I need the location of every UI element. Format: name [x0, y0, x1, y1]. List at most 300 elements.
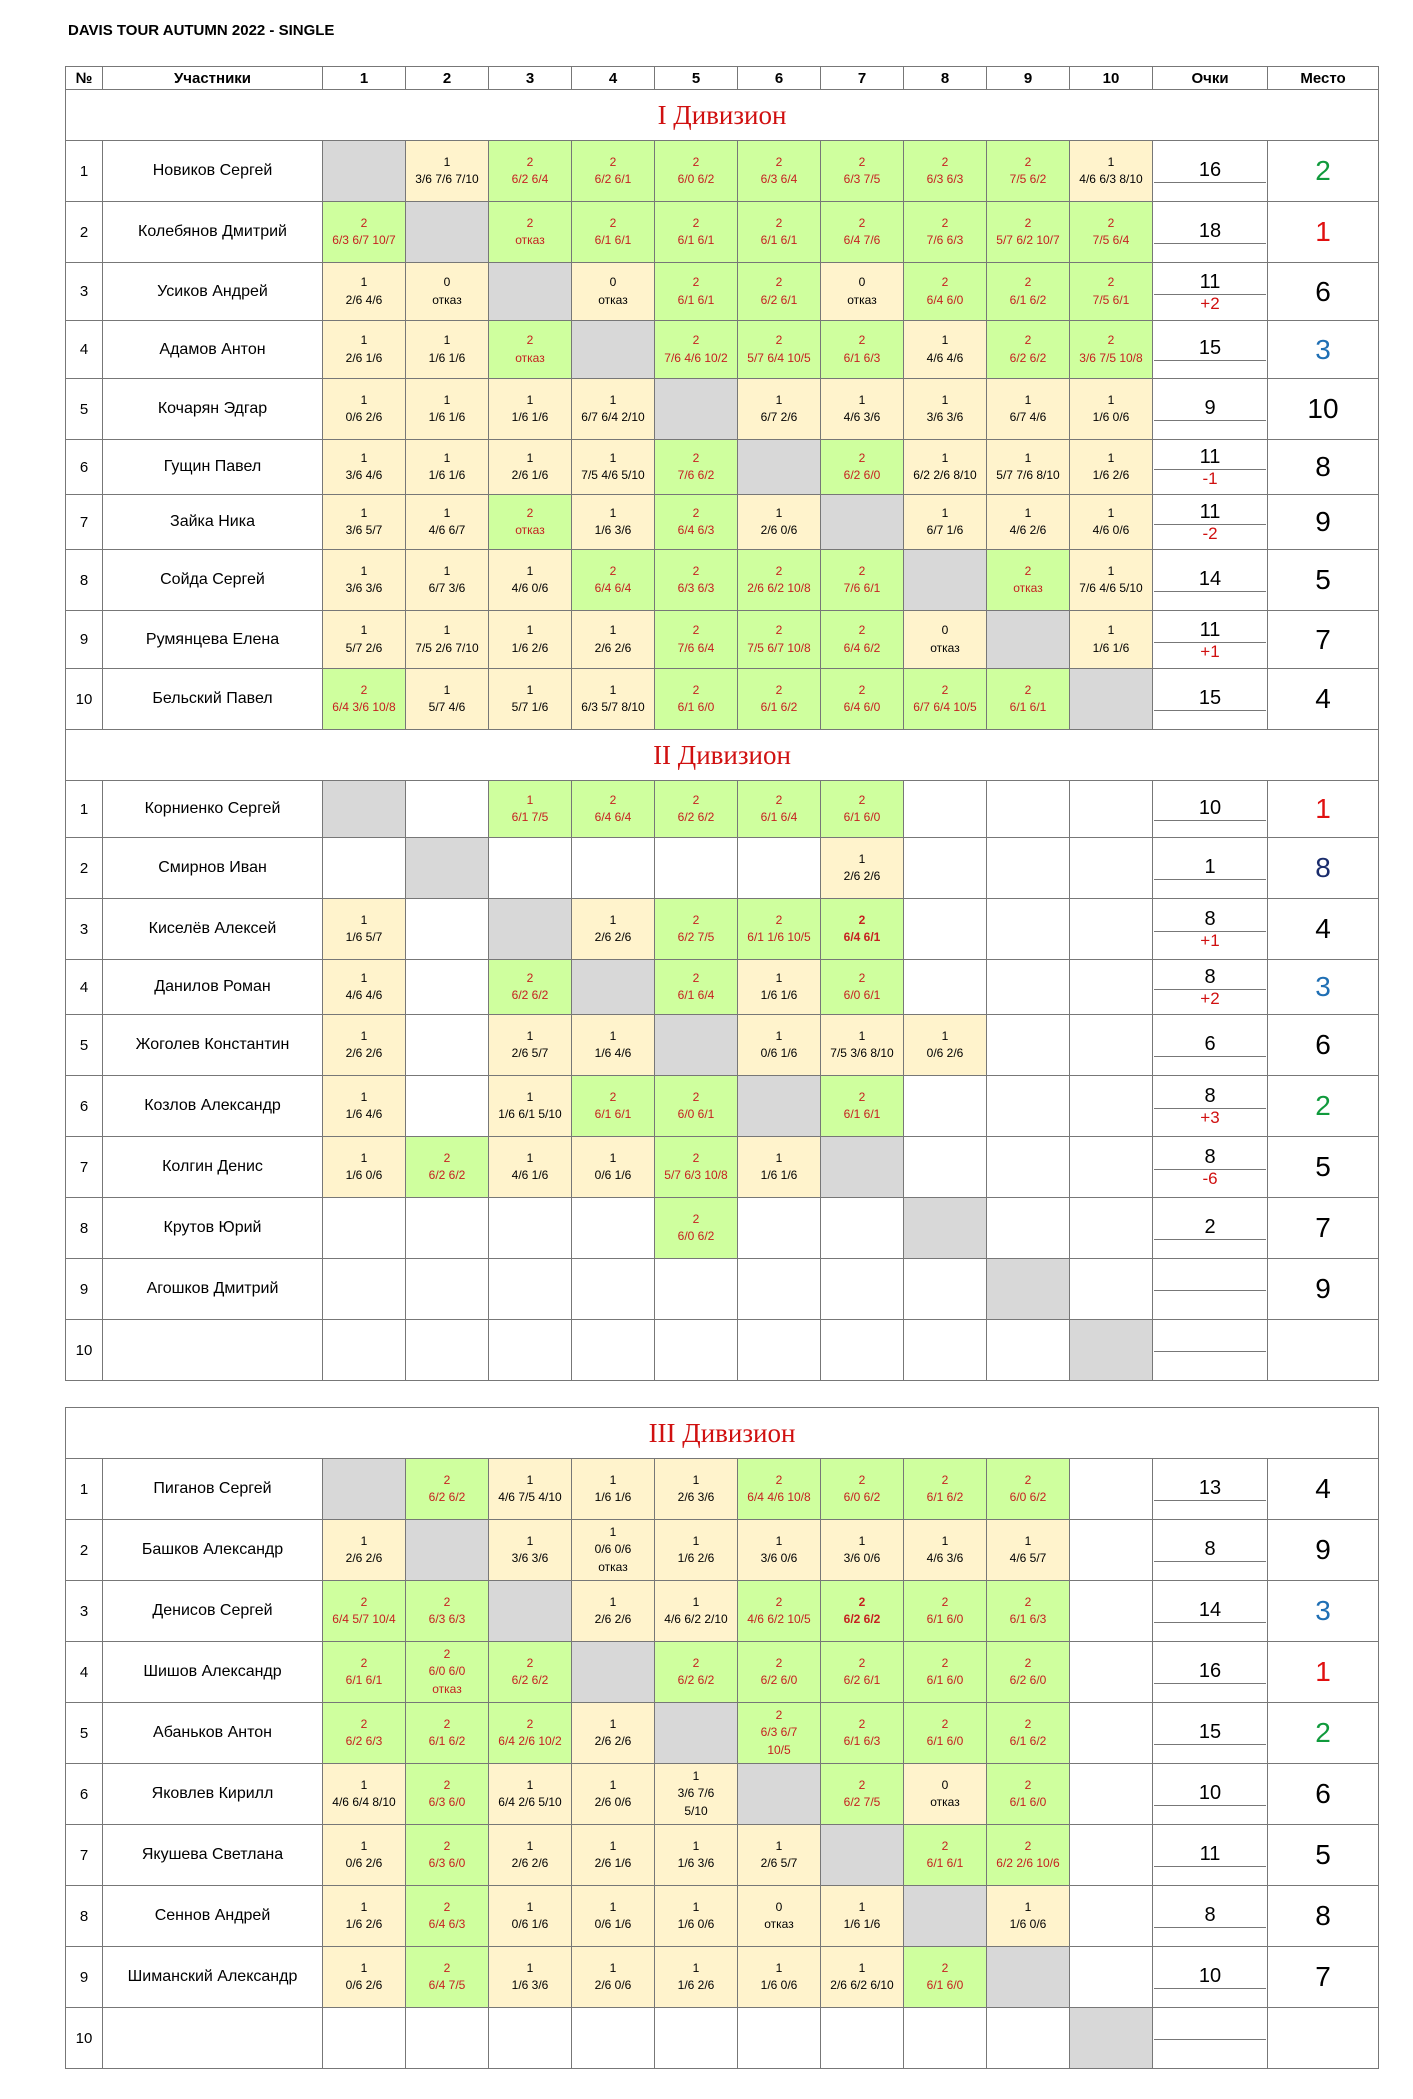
match-score: 6/7 6/4 2/10: [581, 410, 645, 424]
match-points: 2: [526, 1655, 534, 1670]
match-cell: [821, 960, 904, 1015]
player-row: [66, 1825, 1379, 1886]
match-cell: [987, 440, 1070, 495]
match-points: 1: [609, 912, 617, 927]
match-cell: [323, 440, 406, 495]
empty-match-cell: [1070, 1015, 1153, 1076]
player-number: 3: [66, 899, 103, 960]
player-name: Денисов Сергей: [103, 1581, 323, 1642]
match-cell: [821, 1642, 904, 1703]
match-points: 2: [609, 792, 617, 807]
match-cell: [406, 440, 489, 495]
points-box: [1153, 620, 1267, 660]
points-box: [1153, 272, 1267, 312]
match-points: 2: [443, 1838, 451, 1853]
match-points: 1: [609, 450, 617, 465]
player-row: [66, 1764, 1379, 1825]
empty-match-cell: [904, 1259, 987, 1320]
match-cell: [655, 1137, 738, 1198]
player-number: 9: [66, 1947, 103, 2008]
match-cell: [821, 550, 904, 611]
match-score: 6/4 6/4: [594, 581, 632, 595]
match-cell: [987, 1520, 1070, 1581]
points-value: 11: [1154, 502, 1266, 525]
match-cell: [738, 202, 821, 263]
match-score: 6/1 6/0: [926, 1978, 964, 1992]
points-box: [1153, 1966, 1267, 1989]
match-cell: [572, 899, 655, 960]
match-score: 7/5 2/6 7/10: [415, 640, 479, 655]
match-cell: [738, 960, 821, 1015]
empty-match-cell: [489, 2008, 572, 2069]
points-box: [1153, 1086, 1267, 1126]
match-points: 2: [858, 450, 866, 465]
match-score: 3/6 7/6: [677, 1786, 715, 1801]
match-score: 1/6 0/6: [1092, 410, 1130, 424]
empty-match-cell: [904, 1076, 987, 1137]
player-number: 5: [66, 1703, 103, 1764]
header-cell: 2: [406, 67, 489, 90]
diagonal-cell: [738, 440, 821, 495]
diagonal-cell: [572, 1642, 655, 1703]
points-box: [1153, 1217, 1267, 1240]
points-cell: [1153, 1520, 1268, 1581]
match-score: отказ: [930, 640, 960, 655]
match-score: отказ: [515, 233, 545, 247]
empty-match-cell: [987, 838, 1070, 899]
match-points: 2: [692, 275, 700, 290]
match-score: 7/5 4/6 5/10: [581, 468, 645, 482]
match-points: 1: [526, 1472, 534, 1487]
match-cell: [655, 1459, 738, 1520]
match-points: 1: [526, 623, 534, 638]
player-name: Якушева Светлана: [103, 1825, 323, 1886]
match-cell: [572, 550, 655, 611]
match-cell: [821, 1764, 904, 1825]
match-score: 3/6 3/6: [345, 581, 383, 595]
match-cell: [655, 1764, 738, 1825]
match-points: 1: [609, 623, 617, 638]
match-score: 6/1 6/2: [1009, 292, 1047, 307]
diagonal-cell: [655, 379, 738, 440]
empty-match-cell: [489, 1259, 572, 1320]
match-points: 1: [858, 1899, 866, 1914]
match-points: 1: [360, 450, 368, 465]
match-cell: [738, 1137, 821, 1198]
points-cell: [1153, 1076, 1268, 1137]
match-points: 1: [609, 1524, 617, 1539]
place-value: [1268, 2008, 1379, 2069]
match-score: отказ: [598, 292, 628, 307]
match-cell: [738, 1947, 821, 2008]
points-value: 15: [1154, 1722, 1266, 1745]
match-points: 1: [1024, 392, 1032, 407]
empty-match-cell: [904, 838, 987, 899]
match-cell: [572, 263, 655, 321]
player-row: [66, 379, 1379, 440]
points-box: [1153, 1600, 1267, 1623]
match-score: 1/6 1/6: [1092, 640, 1130, 655]
match-score: 6/1 6/2: [926, 1490, 964, 1504]
place-value: 5: [1268, 550, 1379, 611]
match-points: 1: [526, 1777, 534, 1792]
empty-match-cell: [572, 1320, 655, 1381]
header-cell: 7: [821, 67, 904, 90]
match-points: 1: [526, 1838, 534, 1853]
match-score: 6/2 6/2: [511, 1673, 549, 1687]
match-points: 2: [941, 1960, 949, 1975]
division-header: [66, 90, 1379, 141]
division-header: [66, 1408, 1379, 1459]
points-value: 8: [1154, 1147, 1266, 1170]
division-title: II Дивизион: [66, 730, 1379, 781]
points-value: 9: [1154, 398, 1266, 421]
match-cell: [323, 1825, 406, 1886]
match-cell: [406, 1642, 489, 1703]
match-score: 3/6 3/6: [926, 410, 964, 424]
place-value: 7: [1268, 1947, 1379, 2008]
points-box: [1153, 569, 1267, 592]
player-name: Сойда Сергей: [103, 550, 323, 611]
match-cell: [572, 440, 655, 495]
match-cell: [821, 669, 904, 730]
match-cell: [489, 1825, 572, 1886]
match-score: 2/6 0/6: [594, 1978, 632, 1992]
match-cell: [987, 263, 1070, 321]
empty-match-cell: [323, 838, 406, 899]
match-points: 1: [609, 1716, 617, 1731]
points-cell: [1153, 1459, 1268, 1520]
place-value: 4: [1268, 1459, 1379, 1520]
match-cell: [489, 321, 572, 379]
empty-match-cell: [323, 2008, 406, 2069]
match-score: 4/6 1/6: [511, 1168, 549, 1182]
match-score: 6/1 6/0: [926, 1734, 964, 1748]
match-score: 5/7 6/2 10/7: [996, 233, 1060, 247]
match-cell: [821, 611, 904, 669]
header-cell: 5: [655, 67, 738, 90]
match-points: 1: [526, 682, 534, 697]
match-score: отказ: [515, 523, 545, 537]
match-score: отказ: [515, 350, 545, 365]
match-score: 6/2 6/2: [511, 988, 549, 1002]
match-score: 3/6 7/5 10/8: [1079, 350, 1143, 365]
points-value: 10: [1154, 798, 1266, 821]
match-points: 2: [609, 154, 617, 169]
match-extra: 5/10: [684, 1803, 708, 1818]
match-cell: [655, 1886, 738, 1947]
match-score: 3/6 0/6: [760, 1551, 798, 1565]
match-cell: [323, 1642, 406, 1703]
points-box: [1153, 1349, 1267, 1352]
match-cell: [1070, 550, 1153, 611]
match-cell: [821, 1703, 904, 1764]
match-score: 1/6 2/6: [345, 1917, 383, 1931]
empty-match-cell: [1070, 1764, 1153, 1825]
match-cell: [489, 1642, 572, 1703]
match-points: 2: [692, 333, 700, 348]
match-cell: [1070, 263, 1153, 321]
empty-match-cell: [572, 1259, 655, 1320]
match-points: 2: [1024, 154, 1032, 169]
match-cell: [572, 1015, 655, 1076]
empty-match-cell: [1070, 1520, 1153, 1581]
match-score: 7/5 6/7 10/8: [747, 640, 811, 655]
match-points: 2: [775, 333, 783, 348]
player-row: [66, 669, 1379, 730]
match-cell: [987, 1825, 1070, 1886]
match-points: 2: [775, 563, 783, 578]
player-number: 4: [66, 1642, 103, 1703]
empty-match-cell: [406, 1198, 489, 1259]
match-cell: [904, 1703, 987, 1764]
points-box: [1153, 1034, 1267, 1057]
empty-match-cell: [1070, 1076, 1153, 1137]
match-points: 1: [692, 1533, 700, 1548]
empty-match-cell: [655, 2008, 738, 2069]
place-value: 1: [1268, 202, 1379, 263]
match-cell: [821, 1076, 904, 1137]
match-score: 1/6 0/6: [760, 1978, 798, 1992]
match-cell: [489, 1137, 572, 1198]
points-value: 11: [1154, 272, 1266, 295]
match-score: 4/6 6/2 10/5: [747, 1612, 811, 1626]
empty-match-cell: [1070, 1886, 1153, 1947]
match-points: 1: [941, 1533, 949, 1548]
match-points: 1: [1024, 1533, 1032, 1548]
player-name: Сеннов Андрей: [103, 1886, 323, 1947]
match-cell: [655, 141, 738, 202]
bonus-value: +3: [1200, 1108, 1220, 1127]
empty-match-cell: [1070, 1137, 1153, 1198]
points-box: [1153, 1844, 1267, 1867]
match-cell: [323, 1137, 406, 1198]
match-points: 1: [443, 623, 451, 638]
points-box: [1153, 1722, 1267, 1745]
match-score: 0/6 1/6: [511, 1917, 549, 1931]
match-points: 2: [775, 1655, 783, 1670]
points-box: [1153, 857, 1267, 880]
match-cell: [489, 202, 572, 263]
player-number: 6: [66, 1764, 103, 1825]
match-cell: [489, 1947, 572, 2008]
match-score: 7/5 6/1: [1092, 292, 1130, 307]
diagonal-cell: [489, 1581, 572, 1642]
empty-match-cell: [904, 1137, 987, 1198]
empty-match-cell: [323, 1198, 406, 1259]
match-extra: отказ: [432, 1681, 462, 1696]
points-cell: [1153, 1320, 1268, 1381]
match-score: 6/1 6/0: [677, 700, 715, 714]
match-points: 1: [775, 1960, 783, 1975]
match-score: 6/1 6/4: [677, 988, 715, 1002]
match-points: 2: [941, 1716, 949, 1731]
points-box: [1153, 1147, 1267, 1187]
match-score: 2/6 1/6: [511, 468, 549, 482]
match-score: 0/6 0/6: [594, 1542, 632, 1557]
empty-match-cell: [987, 1320, 1070, 1381]
player-name: [103, 2008, 323, 2069]
player-number: 3: [66, 263, 103, 321]
match-points: 1: [526, 1089, 534, 1104]
match-cell: [1070, 495, 1153, 550]
match-points: 2: [526, 505, 534, 520]
match-points: 1: [360, 970, 368, 985]
header-cell: 4: [572, 67, 655, 90]
match-cell: [987, 669, 1070, 730]
place-value: 5: [1268, 1137, 1379, 1198]
match-score: 0/6 1/6: [594, 1917, 632, 1931]
match-score: 2/6 6/2 6/10: [830, 1978, 894, 1992]
match-points: 1: [858, 1533, 866, 1548]
player-name: Усиков Андрей: [103, 263, 323, 321]
match-cell: [821, 263, 904, 321]
player-name: Агошков Дмитрий: [103, 1259, 323, 1320]
empty-match-cell: [821, 1198, 904, 1259]
player-number: 5: [66, 1015, 103, 1076]
match-cell: [1070, 202, 1153, 263]
points-value: 11: [1154, 620, 1266, 643]
diagonal-cell: [406, 202, 489, 263]
empty-match-cell: [987, 1015, 1070, 1076]
match-cell: [406, 1947, 489, 2008]
match-score: 3/6 7/6 7/10: [415, 172, 479, 186]
match-cell: [655, 263, 738, 321]
match-cell: [323, 321, 406, 379]
match-cell: [489, 440, 572, 495]
match-cell: [904, 669, 987, 730]
match-points: 2: [858, 1472, 866, 1487]
match-points: 2: [941, 215, 949, 230]
match-score: 2/6 2/6: [345, 1551, 383, 1565]
match-cell: [987, 1642, 1070, 1703]
match-cell: [572, 1581, 655, 1642]
match-cell: [821, 1520, 904, 1581]
match-cell: [572, 1825, 655, 1886]
points-cell: [1153, 141, 1268, 202]
match-points: 1: [443, 392, 451, 407]
match-cell: [406, 263, 489, 321]
match-cell: [489, 611, 572, 669]
match-cell: [738, 379, 821, 440]
place-value: 3: [1268, 1581, 1379, 1642]
place-value: 6: [1268, 263, 1379, 321]
match-score: 2/6 3/6: [677, 1490, 715, 1504]
match-points: 2: [1107, 215, 1115, 230]
player-row: [66, 1703, 1379, 1764]
match-score: 6/4 7/6: [843, 233, 881, 247]
match-score: 7/5 6/4: [1092, 233, 1130, 247]
bonus-value: +2: [1200, 989, 1220, 1008]
empty-match-cell: [821, 1259, 904, 1320]
points-box: [1153, 502, 1267, 542]
match-cell: [406, 379, 489, 440]
match-score: 3/6 0/6: [843, 1551, 881, 1565]
match-points: 1: [1024, 1899, 1032, 1914]
match-cell: [323, 1764, 406, 1825]
match-points: 1: [609, 682, 617, 697]
player-name: [103, 1320, 323, 1381]
empty-match-cell: [904, 899, 987, 960]
match-points: 2: [858, 1594, 866, 1609]
match-score: 1/6 1/6: [843, 1917, 881, 1931]
match-points: 2: [941, 682, 949, 697]
match-score: 6/1 6/3: [843, 1734, 881, 1748]
player-row: [66, 960, 1379, 1015]
match-score: 6/4 5/7 10/4: [332, 1612, 396, 1626]
match-score: 6/1 6/3: [1009, 1612, 1047, 1626]
match-score: 4/6 4/6: [926, 350, 964, 365]
diagonal-cell: [572, 321, 655, 379]
match-points: 2: [692, 912, 700, 927]
standings-table-1-2: [65, 66, 1379, 1381]
match-points: 1: [526, 563, 534, 578]
match-cell: [821, 440, 904, 495]
match-score: отказ: [764, 1917, 794, 1931]
match-score: 5/7 6/3 10/8: [664, 1168, 728, 1182]
match-points: 2: [941, 275, 949, 290]
points-value: 8: [1154, 967, 1266, 990]
match-cell: [323, 1886, 406, 1947]
empty-match-cell: [1070, 899, 1153, 960]
match-points: 1: [360, 623, 368, 638]
match-cell: [738, 1015, 821, 1076]
points-value: 16: [1154, 160, 1266, 183]
match-cell: [572, 1459, 655, 1520]
player-name: Смирнов Иван: [103, 838, 323, 899]
empty-match-cell: [904, 2008, 987, 2069]
match-cell: [655, 1581, 738, 1642]
player-name: Шишов Александр: [103, 1642, 323, 1703]
match-cell: [821, 1459, 904, 1520]
match-score: 6/1 6/4: [760, 810, 798, 824]
player-number: 3: [66, 1581, 103, 1642]
match-score: 0/6 2/6: [926, 1046, 964, 1060]
match-score: 6/2 6/2: [428, 1490, 466, 1504]
match-cell: [738, 550, 821, 611]
empty-match-cell: [987, 1137, 1070, 1198]
match-cell: [821, 379, 904, 440]
match-cell: [323, 379, 406, 440]
match-cell: [572, 1947, 655, 2008]
match-cell: [572, 141, 655, 202]
points-box: [1153, 2037, 1267, 2040]
match-cell: [655, 611, 738, 669]
match-points: 1: [443, 333, 451, 348]
match-score: 6/0 6/0: [428, 1664, 466, 1679]
empty-match-cell: [1070, 1259, 1153, 1320]
match-cell: [406, 1886, 489, 1947]
match-cell: [904, 1825, 987, 1886]
bonus-value: +1: [1200, 931, 1220, 950]
points-cell: [1153, 1764, 1268, 1825]
points-cell: [1153, 1137, 1268, 1198]
match-score: 5/7 7/6 8/10: [996, 468, 1060, 482]
match-score: 6/1 6/1: [677, 292, 715, 307]
match-points: 0: [609, 275, 617, 290]
player-number: 10: [66, 2008, 103, 2069]
player-row: [66, 495, 1379, 550]
match-score: 6/1 7/5: [511, 810, 549, 824]
diagonal-cell: [655, 1703, 738, 1764]
points-box: [1153, 1478, 1267, 1501]
match-score: 1/6 2/6: [1092, 468, 1130, 482]
match-cell: [655, 960, 738, 1015]
player-row: [66, 781, 1379, 838]
match-score: 7/6 4/6 10/2: [664, 350, 728, 365]
diagonal-cell: [489, 263, 572, 321]
match-points: 2: [775, 275, 783, 290]
